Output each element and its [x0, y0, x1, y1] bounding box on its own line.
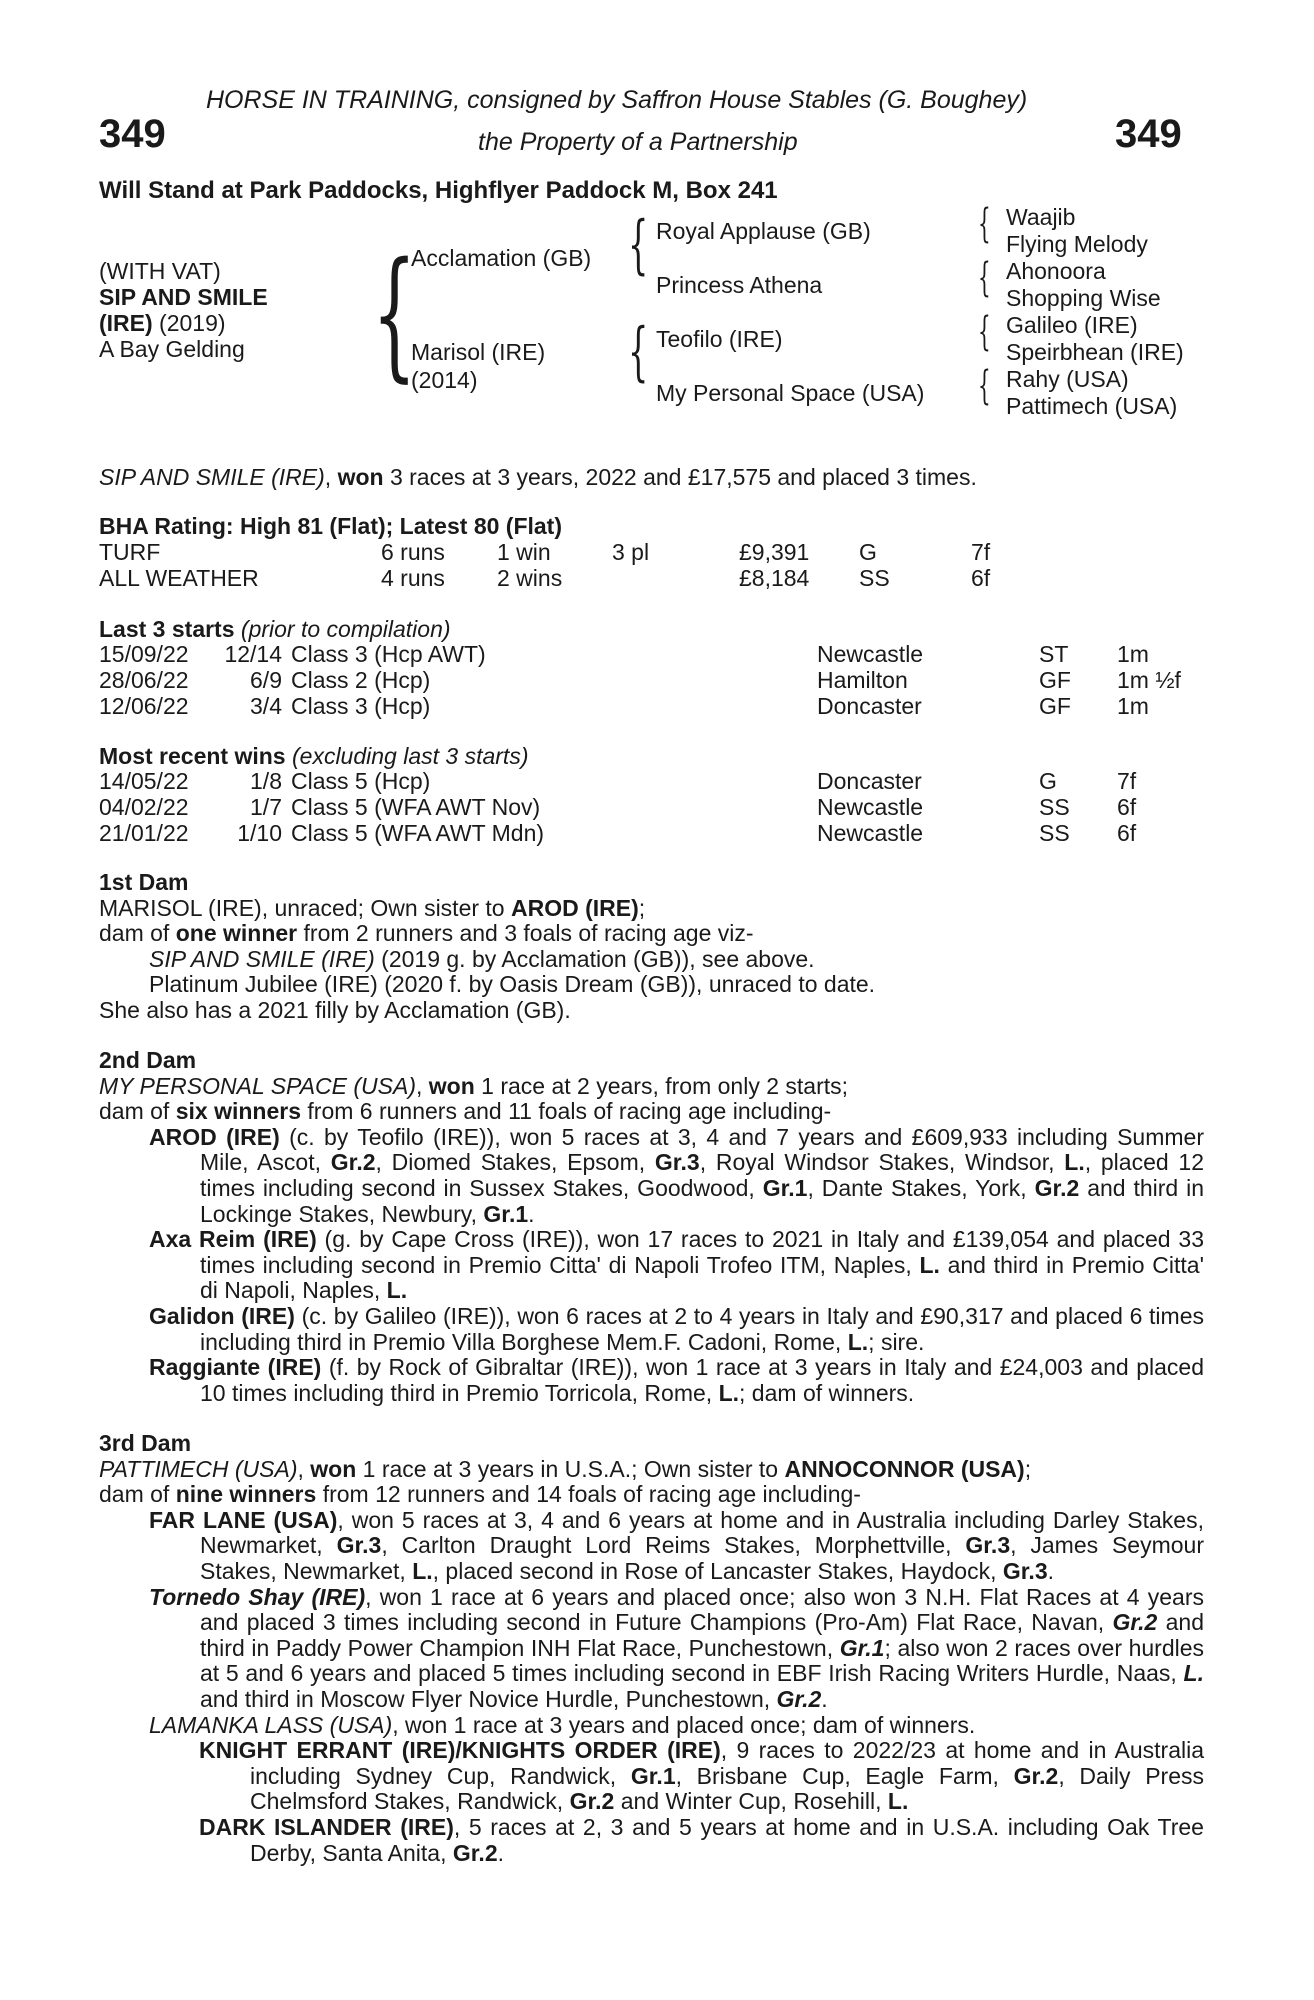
last-starts-note: (prior to compilation) — [234, 616, 451, 642]
text: . — [1047, 1557, 1055, 1584]
start-distance: 1m — [1117, 693, 1149, 719]
text: 1 race at 2 years, from only 2 starts; — [474, 1072, 849, 1099]
win-position: 1/7 — [250, 794, 282, 820]
start-course: Doncaster — [817, 693, 922, 719]
text: . — [497, 1839, 505, 1866]
rating-going: SS — [859, 565, 890, 591]
start-class: Class 3 (Hcp AWT) — [291, 641, 486, 667]
rating-row — [99, 540, 1204, 566]
win-position: 1/8 — [250, 768, 282, 794]
produce-name: AROD (IRE) — [149, 1123, 280, 1150]
produce-entry — [99, 1227, 1204, 1304]
rating-surface: ALL WEATHER — [99, 565, 259, 591]
sibling-name: AROD (IRE) — [511, 894, 639, 921]
pedigree-sire-sire: Royal Applause (GB) — [656, 218, 871, 244]
start-row — [99, 694, 1204, 720]
win-going: SS — [1039, 820, 1070, 846]
pedigree-sire: Acclamation (GB) — [411, 245, 592, 271]
text: MARISOL (IRE), unraced; Own sister to — [99, 894, 511, 921]
win-course: Newcastle — [817, 820, 924, 846]
grade: L. — [887, 1788, 909, 1815]
rating-distance: 7f — [971, 539, 991, 565]
pedigree-brace-dam: { — [628, 315, 649, 389]
pedigree-dam: Marisol (IRE) — [411, 339, 546, 365]
win-course: Doncaster — [817, 768, 922, 794]
win-going: G — [1039, 768, 1057, 794]
grade: Gr.3 — [654, 1149, 700, 1176]
produce-entry — [99, 1738, 1204, 1815]
rating-placed: 3 pl — [612, 539, 650, 565]
sibling-name: ANNOCONNOR (USA) — [784, 1455, 1025, 1482]
win-distance: 7f — [1117, 768, 1137, 794]
recent-wins-note: (excluding last 3 starts) — [285, 743, 529, 769]
win-class: Class 5 (WFA AWT Mdn) — [291, 820, 545, 846]
horse-name: SIP AND SMILE — [99, 284, 268, 310]
grade: L. — [919, 1251, 940, 1278]
text: from 6 runners and 11 foals of racing age including- — [301, 1098, 832, 1125]
produce-entry — [99, 1815, 1204, 1866]
text: , Brisbane Cup, Eagle Farm, — [675, 1762, 1014, 1789]
grade: Gr.2 — [1034, 1174, 1080, 1201]
text: ; — [1024, 1455, 1032, 1482]
text: ; — [638, 894, 646, 921]
produce-name: FAR LANE (USA) — [149, 1506, 338, 1533]
first-dam-heading: 1st Dam — [99, 869, 189, 895]
horse-country: (IRE) — [99, 310, 153, 336]
summary-name: SIP AND SMILE (IRE) — [99, 464, 325, 490]
win-date: 21/01/22 — [99, 820, 189, 846]
text: , James Seymour Stakes, Newmarket, — [200, 1532, 1204, 1584]
grade: Gr.2 — [1112, 1609, 1158, 1636]
start-class: Class 2 (Hcp) — [291, 667, 431, 693]
pedigree-brace-main: { — [372, 233, 417, 396]
pedigree-brace-g3-1: { — [978, 201, 991, 247]
win-class: Class 5 (WFA AWT Nov) — [291, 794, 541, 820]
produce-entry — [99, 947, 1204, 973]
rating-prize: £8,184 — [739, 565, 810, 591]
last-starts-heading — [99, 617, 451, 643]
recent-wins-title: Most recent wins — [99, 743, 286, 769]
text: ; also won 2 races over hurdles at 5 and 6 years and placed 5 times including second in EBF Irish Racing Writers Hurdle, Naas, — [200, 1634, 1205, 1687]
text: , 5 races at 2, 3 and 5 years at home and in U.S.A. including Oak Tree Derby, Santa Anita, — [250, 1813, 1204, 1866]
start-position: 6/9 — [250, 667, 282, 693]
text: , placed second in Rose of Lancaster Stakes, Haydock, — [432, 1557, 1003, 1584]
text: , Diomed Stakes, Epsom, — [375, 1149, 655, 1176]
third-dam-section — [99, 1431, 1204, 1866]
text: and third in Paddy Power Champion INH Flat Race, Punchestown, — [200, 1609, 1204, 1661]
summary-won: won — [337, 464, 384, 490]
text: (2019 g. by Acclamation (GB)), see above. — [374, 945, 815, 972]
text: , Daily Press Chelmsford Stakes, Randwick, — [250, 1762, 1204, 1815]
pedigree-gen3-1: Waajib — [1006, 204, 1076, 230]
start-position: 12/14 — [224, 641, 282, 667]
grade: L. — [1183, 1660, 1204, 1687]
start-date: 15/09/22 — [99, 641, 189, 667]
start-position: 3/4 — [250, 693, 282, 719]
produce-name: KNIGHT ERRANT (IRE)/KNIGHTS ORDER (IRE) — [199, 1737, 721, 1764]
start-course: Hamilton — [817, 667, 908, 693]
grade: Gr.2 — [569, 1788, 615, 1815]
rating-distance: 6f — [971, 565, 991, 591]
first-dam-line — [99, 896, 1204, 922]
second-dam-produce-line — [99, 1099, 1204, 1125]
vat-note: (WITH VAT) — [99, 258, 221, 284]
pedigree-brace-g3-4: { — [978, 363, 991, 409]
text: (g. by Cape Cross (IRE)), won 17 races to 2021 in Italy and £139,054 and placed 33 times including second in Premio Citta' di Napoli Trofeo ITM, Naples, — [200, 1226, 1204, 1278]
dam-name: MY PERSONAL SPACE (USA) — [99, 1072, 416, 1099]
text: dam of — [99, 1098, 176, 1125]
win-date: 04/02/22 — [99, 794, 189, 820]
text: and Winter Cup, Rosehill, — [614, 1788, 888, 1815]
horse-name-line2 — [99, 311, 226, 337]
text: , won 1 race at 6 years and placed once; also won 3 N.H. Flat Races at 4 years and placed 3 times including second in Future Champions (Pro-Am) Flat Race, Navan, — [200, 1583, 1204, 1636]
start-going: GF — [1039, 693, 1071, 719]
start-row — [99, 642, 1204, 668]
produce-entry — [99, 1355, 1204, 1406]
rating-heading: BHA Rating: High 81 (Flat); Latest 80 (Flat) — [99, 513, 562, 539]
third-dam-produce-line — [99, 1482, 1204, 1508]
first-dam-section — [99, 870, 1204, 1024]
grade: Gr.2 — [330, 1149, 376, 1176]
lot-number-left: 349 — [99, 112, 166, 156]
produce-entry — [99, 1508, 1204, 1585]
produce-name: Tornedo Shay (IRE) — [149, 1583, 366, 1610]
grade: L. — [386, 1277, 408, 1304]
win-course: Newcastle — [817, 794, 924, 820]
produce-entry — [99, 1713, 1204, 1739]
race-summary: SIP AND SMILE (IRE), won 3 races at 3 years, 2022 and £17,575 and placed 3 times. — [99, 464, 977, 490]
text: ; dam of winners. — [739, 1379, 915, 1406]
rating-surface: TURF — [99, 539, 161, 565]
win-row — [99, 795, 1204, 821]
pedigree-gen3-8: Pattimech (USA) — [1006, 393, 1178, 419]
winners-count: nine winners — [175, 1481, 317, 1508]
text: , Royal Windsor Stakes, Windsor, — [699, 1149, 1065, 1176]
text: , won 5 races at 3, 4 and 6 years at home and in Australia including Darley Stakes, Newmarket, — [200, 1506, 1204, 1559]
start-course: Newcastle — [817, 641, 924, 667]
grade: L. — [847, 1328, 869, 1355]
consignor-line: HORSE IN TRAINING, consigned by Saffron House Stables (G. Boughey) — [206, 86, 1028, 114]
text: , — [297, 1455, 311, 1482]
pedigree-gen3-5: Galileo (IRE) — [1006, 312, 1138, 338]
grade: L. — [412, 1557, 433, 1584]
won-label: won — [428, 1072, 475, 1099]
text: dam of — [99, 920, 176, 947]
produce-name: Raggiante (IRE) — [149, 1354, 322, 1381]
pedigree-gen3-4: Shopping Wise — [1006, 285, 1161, 311]
win-going: SS — [1039, 794, 1070, 820]
text: ; sire. — [868, 1328, 925, 1355]
pedigree-gen3-6: Speirbhean (IRE) — [1006, 339, 1184, 365]
produce-entry — [99, 1585, 1204, 1713]
rating-prize: £9,391 — [739, 539, 810, 565]
horse-year: (2019) — [152, 310, 226, 336]
second-dam-section — [99, 1048, 1204, 1406]
first-dam-produce-line — [99, 921, 1204, 947]
grade: Gr.2 — [452, 1839, 498, 1866]
pedigree-gen3-3: Ahonoora — [1006, 258, 1106, 284]
produce-entry: Platinum Jubilee (IRE) (2020 f. by Oasis Dream (GB)), unraced to date. — [149, 971, 876, 998]
winners-count: one winner — [175, 920, 298, 947]
produce-name: SIP AND SMILE (IRE) — [149, 945, 375, 972]
start-distance: 1m — [1117, 641, 1149, 667]
text: , — [415, 1072, 429, 1099]
text: (f. by Rock of Gibraltar (IRE)), won 1 race at 3 years in Italy and £24,003 and placed 10 times including third in Premio Torricola, Rome, — [200, 1354, 1204, 1406]
win-position: 1/10 — [237, 820, 282, 846]
text: , Carlton Draught Lord Reims Stakes, Morphettville, — [381, 1532, 966, 1559]
start-class: Class 3 (Hcp) — [291, 693, 431, 719]
rating-going: G — [859, 539, 877, 565]
text: , Dante Stakes, York, — [807, 1174, 1035, 1201]
grade: L. — [1064, 1149, 1085, 1176]
start-going: ST — [1039, 641, 1069, 667]
text: (c. by Teofilo (IRE)), won 5 races at 3, 4 and 7 years and £609,933 including Summer Mile, Ascot, — [200, 1123, 1204, 1176]
pedigree-brace-g3-2: { — [978, 255, 991, 301]
third-dam-line — [99, 1457, 1204, 1483]
dam-name: PATTIMECH (USA) — [99, 1455, 298, 1482]
produce-entry — [99, 1304, 1204, 1355]
win-date: 14/05/22 — [99, 768, 189, 794]
second-dam-line — [99, 1074, 1204, 1100]
grade: Gr.3 — [336, 1532, 382, 1559]
grade: Gr.2 — [776, 1685, 822, 1712]
pedigree-brace-g3-3: { — [978, 309, 991, 355]
pedigree-dam-year: (2014) — [411, 367, 478, 393]
rating-row — [99, 566, 1204, 592]
third-dam-heading: 3rd Dam — [99, 1430, 192, 1456]
grade: Gr.2 — [1013, 1762, 1059, 1789]
text: and third in Premio Citta' di Napoli, Naples, — [200, 1251, 1204, 1304]
grade: Gr.3 — [1002, 1557, 1048, 1584]
start-date: 12/06/22 — [99, 693, 189, 719]
text: and third in Lockinge Stakes, Newbury, — [200, 1174, 1204, 1227]
win-row — [99, 769, 1204, 795]
produce-name: Galidon (IRE) — [149, 1302, 295, 1329]
grade: L. — [718, 1379, 740, 1406]
lot-number-right: 349 — [1115, 112, 1182, 156]
rating-runs: 6 runs — [381, 539, 445, 565]
pedigree-dam-dam: My Personal Space (USA) — [656, 380, 925, 406]
horse-description: A Bay Gelding — [99, 336, 245, 362]
produce-name: LAMANKA LASS (USA) — [149, 1711, 393, 1738]
rating-wins: 1 win — [497, 539, 551, 565]
rating-runs: 4 runs — [381, 565, 445, 591]
start-row — [99, 668, 1204, 694]
produce-entry — [99, 1125, 1204, 1227]
win-distance: 6f — [1117, 820, 1137, 846]
text: from 12 runners and 14 foals of racing age including- — [316, 1481, 861, 1508]
text: , won 1 race at 3 years and placed once; dam of winners. — [392, 1711, 976, 1738]
property-line: the Property of a Partnership — [478, 128, 798, 156]
recent-wins-heading — [99, 744, 528, 770]
start-going: GF — [1039, 667, 1071, 693]
pedigree-sire-dam: Princess Athena — [656, 272, 823, 298]
pedigree-dam-sire: Teofilo (IRE) — [656, 326, 783, 352]
text: dam of — [99, 1481, 176, 1508]
text: and third in Moscow Flyer Novice Hurdle, Punchestown, — [200, 1685, 777, 1712]
first-dam-note: She also has a 2021 filly by Acclamation (GB). — [99, 996, 571, 1023]
pedigree-gen3-7: Rahy (USA) — [1006, 366, 1129, 392]
location-line: Will Stand at Park Paddocks, Highflyer Paddock M, Box 241 — [99, 177, 778, 204]
grade: Gr.1 — [630, 1762, 676, 1789]
rating-wins: 2 wins — [497, 565, 563, 591]
last-starts-title: Last 3 starts — [99, 616, 235, 642]
text: , placed 12 times including second in Sussex Stakes, Goodwood, — [200, 1149, 1205, 1201]
win-class: Class 5 (Hcp) — [291, 768, 431, 794]
grade: Gr.1 — [839, 1634, 885, 1661]
second-dam-heading: 2nd Dam — [99, 1047, 197, 1073]
won-label: won — [310, 1455, 357, 1482]
summary-rest: 3 races at 3 years, 2022 and £17,575 and placed 3 times. — [383, 464, 977, 490]
produce-name: DARK ISLANDER (IRE) — [199, 1813, 454, 1840]
pedigree-brace-sire: { — [628, 208, 649, 282]
grade: Gr.1 — [762, 1174, 808, 1201]
text: . — [821, 1685, 828, 1712]
start-date: 28/06/22 — [99, 667, 189, 693]
grade: Gr.1 — [483, 1200, 529, 1227]
win-distance: 6f — [1117, 794, 1137, 820]
grade: Gr.3 — [965, 1532, 1011, 1559]
text: (c. by Galileo (IRE)), won 6 races at 2 to 4 years in Italy and £90,317 and placed 6 times including third in Premio Villa Borghese Mem.F. Cadoni, Rome, — [200, 1302, 1204, 1355]
text: . — [528, 1200, 535, 1227]
text: , 9 races to 2022/23 at home and in Australia including Sydney Cup, Randwick, — [250, 1737, 1204, 1789]
winners-count: six winners — [175, 1098, 301, 1125]
text: from 2 runners and 3 foals of racing age viz- — [297, 920, 754, 947]
win-row — [99, 821, 1204, 847]
produce-name: Axa Reim (IRE) — [149, 1226, 317, 1253]
start-distance: 1m ½f — [1117, 667, 1181, 693]
pedigree-gen3-2: Flying Melody — [1006, 231, 1148, 257]
text: 1 race at 3 years in U.S.A.; Own sister to — [356, 1455, 785, 1482]
